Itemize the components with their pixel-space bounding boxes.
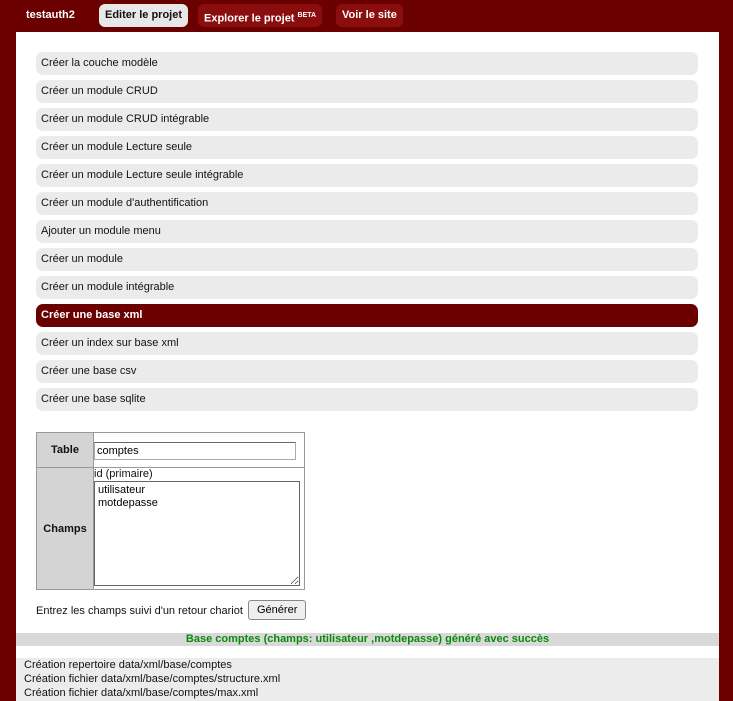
menu-item-creer-module[interactable]: Créer un module — [36, 248, 698, 271]
fields-hint: Entrez les champs suivi d'un retour chariot — [36, 605, 243, 617]
tab-explorer-projet[interactable] — [198, 4, 322, 27]
project-name: testauth2 — [26, 9, 75, 21]
menu-item-creer-base-csv[interactable]: Créer une base csv — [36, 360, 698, 383]
generate-button[interactable]: Générer — [248, 600, 306, 620]
menu-item-creer-module-crud-integrable[interactable]: Créer un module CRUD intégrable — [36, 108, 698, 131]
menu-item-creer-index-base-xml[interactable]: Créer un index sur base xml — [36, 332, 698, 355]
tab-editer-projet[interactable] — [99, 4, 188, 27]
success-message: Base comptes (champs: utilisateur ,motdepasse) généré avec succès — [16, 633, 719, 646]
tab-label: Editer le projet — [105, 9, 183, 21]
create-xml-base-form — [36, 432, 305, 590]
log-line: Création fichier data/xml/base/comptes/max.xml — [24, 687, 259, 699]
menu-item-creer-module-crud[interactable]: Créer un module CRUD — [36, 80, 698, 103]
menu-item-creer-module-integrable[interactable]: Créer un module intégrable — [36, 276, 698, 299]
champs-label: Champs — [37, 468, 94, 590]
fields-textarea[interactable] — [94, 481, 300, 586]
tab-voir-site[interactable] — [336, 4, 403, 27]
action-menu — [36, 52, 698, 416]
menu-item-creer-couche-modele[interactable]: Créer la couche modèle — [36, 52, 698, 75]
menu-item-creer-base-xml[interactable]: Créer une base xml — [36, 304, 698, 327]
primary-key-label: id (primaire) — [94, 468, 153, 480]
menu-item-ajouter-module-menu[interactable]: Ajouter un module menu — [36, 220, 698, 243]
tab-label: Voir le site — [342, 9, 397, 21]
generation-log — [16, 658, 719, 701]
menu-item-creer-module-lecture-seule-integrable[interactable]: Créer un module Lecture seule intégrable — [36, 164, 698, 187]
table-label: Table — [37, 433, 94, 468]
table-name-input[interactable] — [94, 442, 296, 460]
beta-badge: BETA — [297, 12, 317, 19]
log-line: Création fichier data/xml/base/comptes/structure.xml — [24, 673, 281, 685]
log-line: Création repertoire data/xml/base/comptes — [24, 659, 232, 671]
menu-item-creer-module-authentification[interactable]: Créer un module d'authentification — [36, 192, 698, 215]
menu-item-creer-module-lecture-seule[interactable]: Créer un module Lecture seule — [36, 136, 698, 159]
main-content — [16, 32, 719, 701]
menu-item-creer-base-sqlite[interactable]: Créer une base sqlite — [36, 388, 698, 411]
tab-label: Explorer le projet — [204, 12, 295, 25]
top-navbar — [0, 0, 733, 32]
